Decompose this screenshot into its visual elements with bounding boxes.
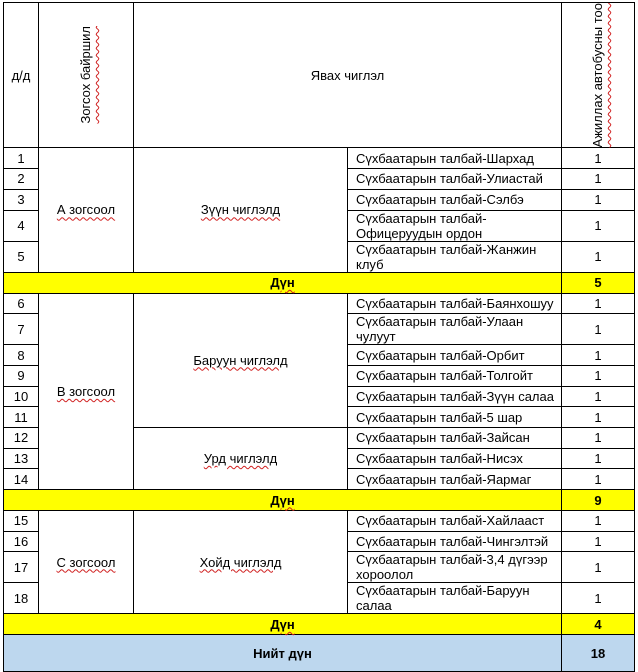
header-num: д/д xyxy=(4,3,39,148)
route-name: Сүхбаатарын талбай-Толгойт xyxy=(348,365,562,386)
direction-label: Баруун чиглэлд xyxy=(193,352,288,368)
row-number: 16 xyxy=(4,531,39,552)
stop-location-label: А зогсоол xyxy=(56,202,116,218)
subtotal-label xyxy=(4,490,562,511)
route-name: Сүхбаатарын талбай-Жанжин клуб xyxy=(348,241,562,272)
direction xyxy=(134,427,348,489)
bus-count: 1 xyxy=(562,314,635,345)
subtotal-label-text: Дүн xyxy=(270,616,295,632)
route-name: Сүхбаатарын талбай-Сэлбэ xyxy=(348,189,562,210)
grand-total-row xyxy=(4,635,635,672)
bus-count: 1 xyxy=(562,189,635,210)
bus-count: 1 xyxy=(562,469,635,490)
bus-count: 1 xyxy=(562,448,635,469)
row-number: 1 xyxy=(4,148,39,169)
subtotal-row xyxy=(4,490,635,511)
row-number: 3 xyxy=(4,189,39,210)
grand-total-label: Нийт дүн xyxy=(4,635,562,672)
table-body xyxy=(4,148,635,672)
route-name: Сүхбаатарын талбай-Улиастай xyxy=(348,169,562,190)
route-name: Сүхбаатарын талбай-Нисэх xyxy=(348,448,562,469)
route-name: Сүхбаатарын талбай-Хайлааст xyxy=(348,511,562,532)
route-name: Сүхбаатарын талбай-Улаан чулуут xyxy=(348,314,562,345)
bus-count: 1 xyxy=(562,511,635,532)
bus-count: 1 xyxy=(562,293,635,314)
bus-count: 1 xyxy=(562,407,635,428)
route-name: Сүхбаатарын талбай-Чингэлтэй xyxy=(348,531,562,552)
direction-label: Зүүн чиглэлд xyxy=(200,202,281,218)
row-number: 13 xyxy=(4,448,39,469)
row-number: 8 xyxy=(4,345,39,366)
subtotal-row xyxy=(4,614,635,635)
route-name: Сүхбаатарын талбай-Шархад xyxy=(348,148,562,169)
grand-total-value: 18 xyxy=(562,635,635,672)
bus-count: 1 xyxy=(562,552,635,583)
row-number: 5 xyxy=(4,241,39,272)
stop-location xyxy=(39,293,134,490)
direction xyxy=(134,293,348,427)
direction xyxy=(134,511,348,614)
row-number: 7 xyxy=(4,314,39,345)
route-name: Сүхбаатарын талбай-Зайсан xyxy=(348,427,562,448)
subtotal-label xyxy=(4,272,562,293)
route-name: Сүхбаатарын талбай-Офицеруудын ордон xyxy=(348,210,562,241)
subtotal-label xyxy=(4,614,562,635)
bus-count: 1 xyxy=(562,345,635,366)
bus-routes-table xyxy=(3,2,635,672)
table-row xyxy=(4,293,635,314)
bus-count: 1 xyxy=(562,241,635,272)
bus-count: 1 xyxy=(562,583,635,614)
direction-label: Хойд чиглэлд xyxy=(199,554,282,570)
bus-count: 1 xyxy=(562,365,635,386)
bus-count: 1 xyxy=(562,148,635,169)
route-name: Сүхбаатарын талбай-Баянхошуу xyxy=(348,293,562,314)
bus-count: 1 xyxy=(562,531,635,552)
row-number: 4 xyxy=(4,210,39,241)
subtotal-label-text: Дүн xyxy=(270,275,295,291)
bus-count: 1 xyxy=(562,169,635,190)
row-number: 6 xyxy=(4,293,39,314)
route-name: Сүхбаатарын талбай-Орбит xyxy=(348,345,562,366)
row-number: 11 xyxy=(4,407,39,428)
header-route: Явах чиглэл xyxy=(134,3,562,148)
route-name: Сүхбаатарын талбай-Зүүн салаа xyxy=(348,386,562,407)
subtotal-label-text: Дүн xyxy=(270,492,295,508)
header-count-label: Ажиллах автобусны тоо xyxy=(590,3,605,148)
header-location-label: Зогсох байршил xyxy=(78,26,93,124)
row-number: 18 xyxy=(4,583,39,614)
direction-label: Урд чиглэлд xyxy=(203,450,278,466)
row-number: 12 xyxy=(4,427,39,448)
bus-count: 1 xyxy=(562,427,635,448)
stop-location xyxy=(39,511,134,614)
stop-location-label: В зогсоол xyxy=(56,383,116,399)
subtotal-value: 9 xyxy=(562,490,635,511)
row-number: 17 xyxy=(4,552,39,583)
subtotal-value: 4 xyxy=(562,614,635,635)
bus-count: 1 xyxy=(562,386,635,407)
route-name: Сүхбаатарын талбай-Яармаг xyxy=(348,469,562,490)
table-row xyxy=(4,148,635,169)
route-name: Сүхбаатарын талбай-Баруун салаа xyxy=(348,583,562,614)
stop-location xyxy=(39,148,134,272)
row-number: 14 xyxy=(4,469,39,490)
header-row xyxy=(4,3,635,148)
direction xyxy=(134,148,348,272)
table-row xyxy=(4,511,635,532)
header-count xyxy=(562,3,635,148)
route-name: Сүхбаатарын талбай-3,4 дүгээр хороолол xyxy=(348,552,562,583)
row-number: 15 xyxy=(4,511,39,532)
stop-location-label: С зогсоол xyxy=(56,554,116,570)
row-number: 9 xyxy=(4,365,39,386)
header-location xyxy=(39,3,134,148)
subtotal-value: 5 xyxy=(562,272,635,293)
bus-count: 1 xyxy=(562,210,635,241)
subtotal-row xyxy=(4,272,635,293)
route-name: Сүхбаатарын талбай-5 шар xyxy=(348,407,562,428)
row-number: 2 xyxy=(4,169,39,190)
row-number: 10 xyxy=(4,386,39,407)
